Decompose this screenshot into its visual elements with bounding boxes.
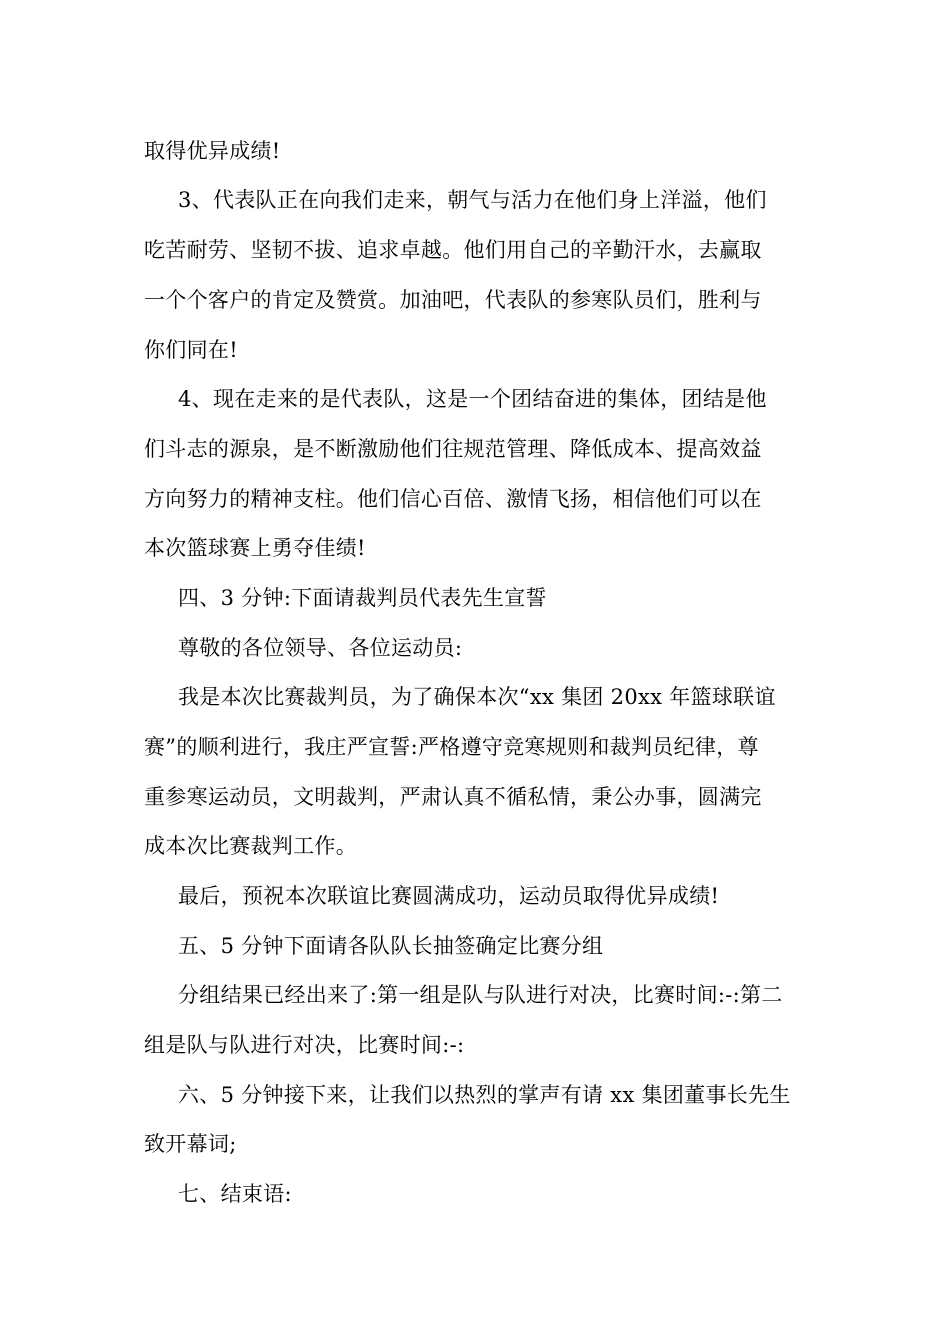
text-line: 致开幕词; (144, 1132, 237, 1156)
text-line: 最后，预祝本次联谊比赛圆满成功，运动员取得优异成绩! (178, 884, 720, 908)
text-line: 成本次比赛裁判工作。 (144, 834, 357, 858)
text-line: 组是队与队进行对决，比赛时间:-: (144, 1033, 465, 1057)
text-line: 方向努力的精神支柱。他们信心百倍、激情飞扬，相信他们可以在 (144, 487, 762, 511)
text-line: 重参寒运动员，文明裁判，严肃认真不循私情，秉公办事，圆满完 (144, 785, 762, 809)
section-heading: 四、3 分钟:下面请裁判员代表先生宣誓 (178, 586, 547, 610)
section-heading: 五、5 分钟下面请各队队长抽签确定比赛分组 (178, 934, 604, 958)
text-line: 取得优异成绩! (144, 139, 281, 163)
text-line: 赛”的顺利进行，我庄严宣誓:严格遵守竞寒规则和裁判员纪律，尊 (144, 735, 759, 759)
text-line: 4、现在走来的是代表队，这是一个团结奋进的集体，团结是他 (178, 387, 767, 411)
text-line: 一个个客户的肯定及赞赏。加油吧，代表队的参寒队员们，胜利与 (144, 288, 762, 312)
section-heading: 六、5 分钟接下来，让我们以热烈的掌声有请 xx 集团董事长先生 (178, 1083, 791, 1107)
text-line: 3、代表队正在向我们走来，朝气与活力在他们身上洋溢，他们 (178, 188, 767, 212)
text-line: 我是本次比赛裁判员，为了确保本次“xx 集团 20xx 年篮球联谊 (178, 685, 776, 709)
text-line: 你们同在! (144, 338, 238, 362)
text-line: 分组结果已经出来了:第一组是队与队进行对决，比赛时间:-:第二 (178, 983, 783, 1007)
text-line: 们斗志的源泉，是不断激励他们往规范管理、降低成本、提高效益 (144, 437, 762, 461)
text-line: 本次篮球赛上勇夺佳绩! (144, 536, 366, 560)
section-heading: 七、结束语: (178, 1182, 292, 1206)
text-line: 吃苦耐劳、坚韧不拔、追求卓越。他们用自己的辛勤汗水，去赢取 (144, 238, 762, 262)
salutation: 尊敬的各位领导、各位运动员: (178, 636, 463, 660)
